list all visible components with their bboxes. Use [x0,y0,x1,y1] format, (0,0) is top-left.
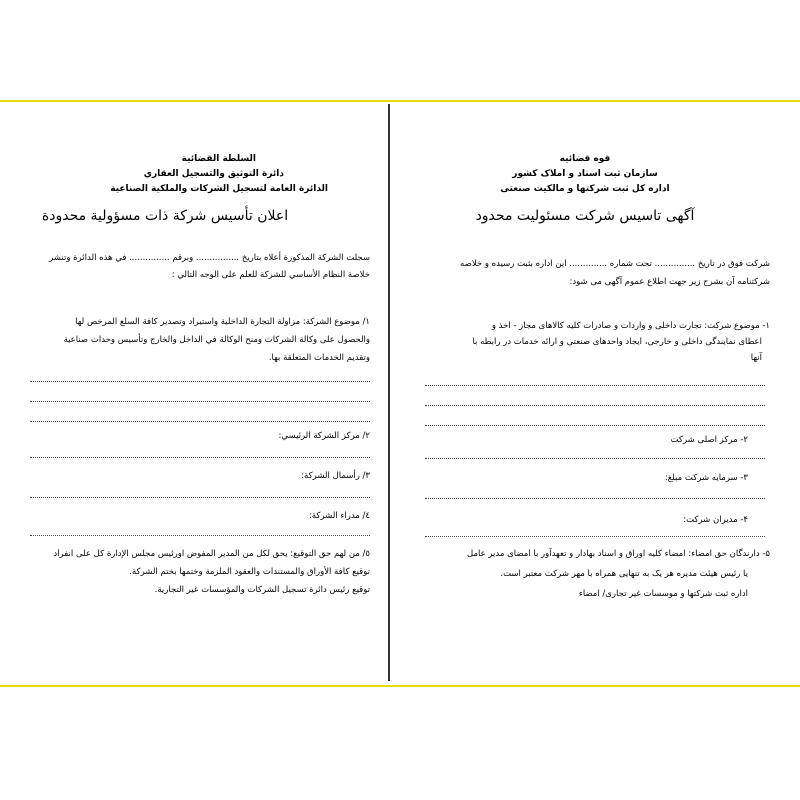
arabic-item1-fill-line [30,421,370,422]
persian-item2: ۲- مرکز اصلی شرکت [670,435,748,445]
persian-item5-line1: ۵- دارندگان حق امضاء: امضاء کلیه اوراق و اسناد بهادار و تعهدآور با امضای مدیر عامل [467,549,770,559]
persian-item1-line3: آنها [750,353,762,363]
persian-item5-line3: اداره ثبت شرکتها و موسسات غیر تجاری/ امضاء [578,589,748,599]
arabic-item1-line1: ۱/ موضوع الشركة: مزاولة التجارة الداخلية واستيراد وتصدير كافة السلع المرخص لها [75,317,370,327]
top-yellow-rule [0,100,800,102]
bottom-yellow-rule [0,685,800,687]
persian-item4-fill-line [425,536,765,537]
persian-header-organization: سازمان ثبت اسناد و املاک کشور [512,169,658,179]
arabic-item1-fill-line [30,381,370,382]
arabic-title: اعلان تأسيس شركة ذات مسؤولية محدودة [41,208,289,224]
arabic-item4: ٤/ مدراء الشركة: [308,511,370,521]
persian-title: آگهی تاسیس شرکت مسئولیت محدود [475,208,695,224]
arabic-item5-line1: ٥/ من لهم حق التوقيع: يحق لكل من المدير المفوض اورئيس مجلس الإدارة كل على انفراد [53,549,370,559]
persian-intro-line2: شرکتنامه آن بشرح زیر جهت اطلاع عموم آگهی می شود: [569,277,770,287]
arabic-item2: ۲/ مركز الشركة الرئيسي: [278,431,370,441]
arabic-header-general-department: الدائرة العامة لتسجيل الشركات والملكية الصناعية [110,184,328,194]
arabic-item1-line2: والحصول على وكالة الشركات ومنح الوكالة في الداخل والخارج وتأسيس وحدات صناعية [63,335,370,345]
persian-header-office: اداره کل ثبت شرکتها و مالکیت صنعتی [500,184,670,194]
arabic-intro-line2: خلاصة النظام الأساسي للشركة للعلم على الوجه التالي : [171,270,370,280]
persian-header-judiciary: قوه قضائیه [559,154,611,164]
arabic-item3-fill-line [30,497,370,498]
persian-item1-line1: ۱- موضوع شرکت: تجارت داخلی و واردات و صادرات کلیه کالاهای مجاز - اخذ و [491,321,770,331]
persian-item3: ۳- سرمایه شرکت مبلغ: [664,473,748,483]
persian-item1-fill-line [425,405,765,406]
persian-item1-line2: اعطای نمایندگی داخلی و خارجی، ایجاد واحدهای صنعتی و ارائه خدمات در رابطه با [472,337,762,347]
persian-item1-fill-line [425,385,765,386]
arabic-item5-line3: توقيع رئيس دائرة تسجيل الشركات والمؤسسات غير التجارية. [154,585,370,595]
persian-item4: ۴- مدیران شرکت: [683,515,748,525]
persian-item2-fill-line [425,458,765,459]
center-divider [388,104,390,681]
arabic-item1-fill-line [30,401,370,402]
arabic-header-department: دائرة التوثيق والتسجيل العقاري [143,169,284,179]
persian-item5-line2: یا رئیس هیئت مدیره هر یک به تنهایی همراه با مهر شرکت معتبر است. [500,569,748,579]
arabic-item5-line2: توقيع كافة الأوراق والمستندات والعقود الملزمة وختمها بختم الشركة. [129,567,370,577]
persian-intro-line1: شرکت فوق در تاریخ ............... تحت شماره .............. این اداره بثبت رسیده و خلاصه [460,259,770,269]
arabic-intro-line1: سجلت الشركة المذكورة أعلاه بتاريخ ................ وبرقم ............... في هذه الدائرة وتنشر [49,253,370,263]
arabic-header-judiciary: السلطة القضائية [181,154,256,164]
arabic-item3: ۳/ رأسمال الشركة: [301,471,370,481]
arabic-item1-line3: وتقديم الخدمات المتعلقة بها. [268,353,370,363]
persian-item3-fill-line [425,498,765,499]
arabic-item4-fill-line [30,535,370,536]
arabic-item2-fill-line [30,457,370,458]
persian-item1-fill-line [425,425,765,426]
